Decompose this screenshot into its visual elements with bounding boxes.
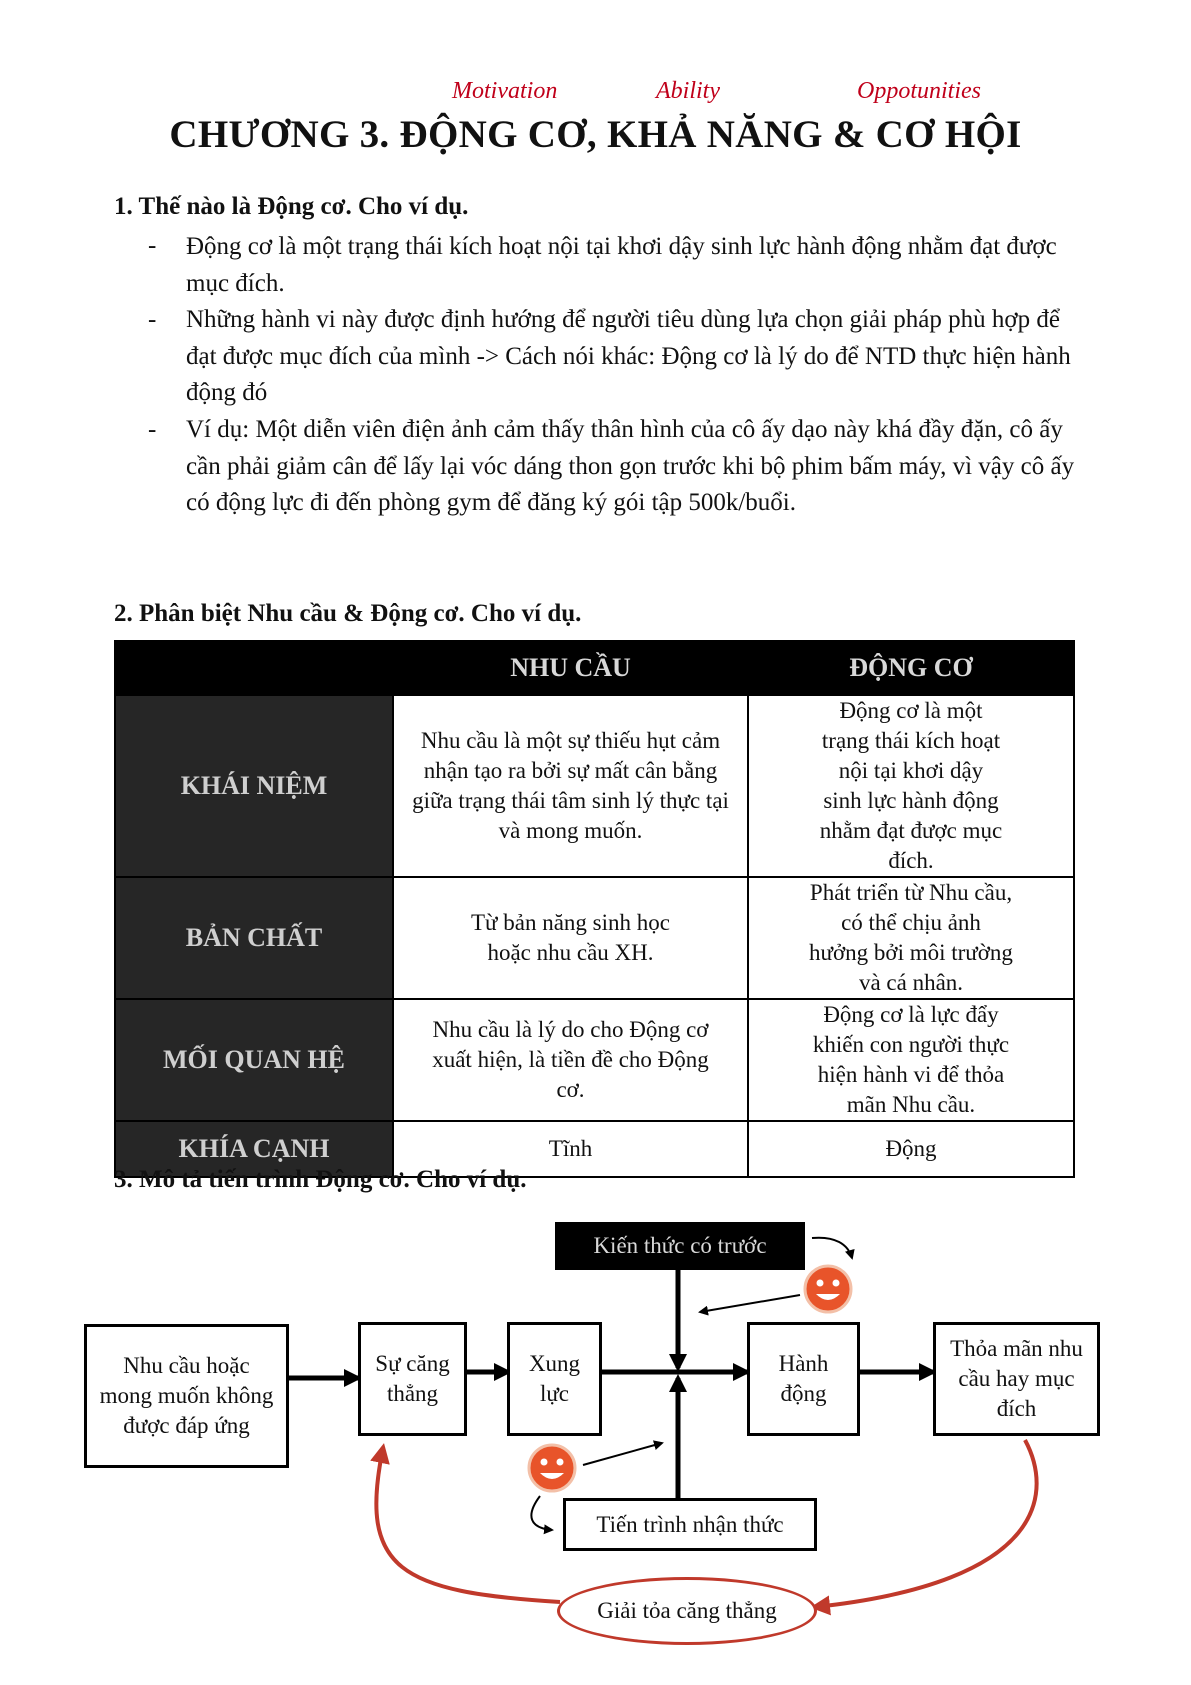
thin-arrow-upper — [700, 1295, 800, 1312]
page-title: CHƯƠNG 3. ĐỘNG CƠ, KHẢ NĂNG & CƠ HỘI — [169, 113, 1022, 156]
need-box: Nhu cầu hoặc mong muốn không được đáp ứng — [84, 1324, 289, 1468]
subtitle-ability: Ability — [656, 78, 720, 104]
row-label: BẢN CHẤT — [115, 877, 393, 999]
tension-reduction-oval: Giải tỏa căng thẳng — [557, 1577, 817, 1645]
motive-cell: Động cơ là lực đẩy khiến con người thực hiện hành vi để thỏa mãn Nhu cầu. — [748, 999, 1074, 1121]
bullet-text: Động cơ là một trạng thái kích hoạt nội tại khơi dậy sinh lực hành động nhằm đạt được mục đích. — [186, 233, 1057, 297]
cognition-box: Tiến trình nhận thức — [563, 1498, 817, 1551]
subtitle-opportunities: Oppotunities — [857, 78, 981, 104]
goal-box: Thỏa mãn nhu cầu hay mục đích — [933, 1322, 1100, 1436]
curved-arrow-lower — [531, 1496, 552, 1530]
behavior-box: Hành động — [747, 1322, 860, 1436]
section2-heading: 2. Phân biệt Nhu cầu & Động cơ. Cho ví dụ. — [114, 600, 582, 627]
col-header-need: NHU CẦU — [393, 641, 748, 695]
row-label: MỐI QUAN HỆ — [115, 999, 393, 1121]
need-cell: Nhu cầu là lý do cho Động cơ xuất hiện, là tiền đề cho Động cơ. — [393, 999, 748, 1121]
need-cell: Từ bản năng sinh học hoặc nhu cầu XH. — [393, 877, 748, 999]
bullet-dash: - — [148, 232, 157, 259]
row-label: KHÁI NIỆM — [115, 695, 393, 877]
motive-cell: Động cơ là một trạng thái kích hoạt nội tại khơi dậy sinh lực hành động nhằm đạt được mục đích. — [748, 695, 1074, 877]
motive-cell: Động — [748, 1121, 1074, 1177]
need-cell: Nhu cầu là một sự thiếu hụt cảm nhận tạo ra bởi sự mất cân bằng giữa trạng thái tâm sinh lý thực tại và mong muốn. — [393, 695, 748, 877]
subtitle-motivation: Motivation — [452, 78, 558, 104]
bullet-text: Những hành vi này được định hướng để người tiêu dùng lựa chọn giải pháp phù hợp để đạt được mục đích của mình -> Cách nói khác: Động cơ là lý do để NTD thực hiện hành động đó — [186, 306, 1071, 406]
section3-heading: 3. Mô tả tiến trình Động cơ. Cho ví dụ. — [114, 1166, 527, 1193]
row-label: KHÍA CẠNH — [115, 1121, 393, 1177]
need-cell: Tĩnh — [393, 1121, 748, 1177]
bullet-dash: - — [148, 416, 157, 443]
section1-heading: 1. Thế nào là Động cơ. Cho ví dụ. — [114, 193, 469, 220]
tension-box: Sự căng thẳng — [358, 1322, 467, 1436]
drive-box: Xung lực — [507, 1322, 602, 1436]
bullet-text: Ví dụ: Một diễn viên điện ảnh cảm thấy thân hình của cô ấy dạo này khá đầy đặn, cô ấy cần phải giảm cân để lấy lại vóc dáng thon gọn trước khi bộ phim bấm máy, vì vậy cô ấy có động lực đi đến phòng gym để đăng ký gói tập 500k/buổi. — [186, 416, 1075, 516]
thin-arrow-lower — [583, 1443, 662, 1465]
smiley-icon — [805, 1266, 851, 1312]
col-header-motive: ĐỘNG CƠ — [748, 641, 1074, 695]
prior-knowledge-box: Kiến thức có trước — [555, 1222, 805, 1270]
loop-arrow-goal-to-reduction — [815, 1440, 1037, 1607]
curved-arrow-upper — [812, 1238, 852, 1258]
motive-cell: Phát triển từ Nhu cầu, có thể chịu ảnh hưởng bởi môi trường và cá nhân. — [748, 877, 1074, 999]
smiley-icon — [529, 1445, 575, 1491]
bullet-dash: - — [148, 306, 157, 333]
